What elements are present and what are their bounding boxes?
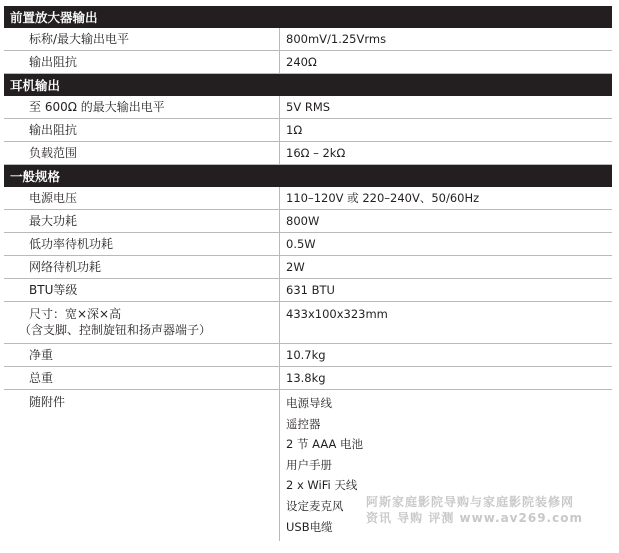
spec-label: 负载范围 <box>4 142 280 164</box>
table-row <box>4 256 612 279</box>
spec-label: BTU等级 <box>4 279 280 301</box>
spec-value: 240Ω <box>286 55 317 69</box>
list-item: 电源导线 <box>286 396 332 410</box>
table-row-dimensions <box>4 302 612 344</box>
spec-table <box>4 6 612 541</box>
table-row <box>4 51 612 74</box>
table-row <box>4 233 612 256</box>
spec-value: 0.5W <box>286 237 316 251</box>
spec-value: 433x100x323mm <box>286 307 388 321</box>
spec-value: 800mV/1.25Vrms <box>286 32 387 46</box>
section-header-preamp: 前置放大器输出 <box>4 6 612 28</box>
spec-label: 电源电压 <box>4 187 280 209</box>
table-row <box>4 279 612 302</box>
table-row <box>4 210 612 233</box>
table-row <box>4 28 612 51</box>
table-row <box>4 96 612 119</box>
spec-value: 5V RMS <box>286 100 331 114</box>
list-item: 2 节 AAA 电池 <box>286 437 364 452</box>
spec-label: 网络待机功耗 <box>4 256 280 278</box>
spec-label: 至 600Ω 的最大输出电平 <box>4 96 280 118</box>
spec-label <box>4 302 280 343</box>
spec-label: 最大功耗 <box>4 210 280 232</box>
watermark-line2: 资讯 导购 评测 www.av269.com <box>366 511 583 525</box>
list-item: 遥控器 <box>286 416 321 431</box>
spec-value: 2W <box>286 260 305 274</box>
watermark-line1: 阿斯家庭影院导购与家庭影院装修网 <box>366 495 575 509</box>
dimensions-label-line2: （含支脚、控制旋钮和扬声器端子） <box>19 323 212 337</box>
section-header-headphone: 耳机输出 <box>4 74 612 96</box>
spec-label: 标称/最大输出电平 <box>4 28 280 50</box>
table-row <box>4 344 612 367</box>
spec-value: 13.8kg <box>286 371 326 385</box>
table-row <box>4 367 612 390</box>
table-row <box>4 119 612 142</box>
table-row <box>4 187 612 210</box>
spec-value: 1Ω <box>286 123 303 137</box>
spec-label: 输出阻抗 <box>4 119 280 141</box>
spec-label: 总重 <box>4 367 280 389</box>
spec-value: 800W <box>286 214 320 228</box>
list-item: 设定麦克风 <box>286 498 344 513</box>
list-item: USB电缆 <box>286 519 333 534</box>
spec-label: 低功率待机功耗 <box>4 233 280 255</box>
spec-value: 631 BTU <box>286 283 335 297</box>
spec-label: 随附件 <box>4 390 280 541</box>
spec-value: 10.7kg <box>286 348 326 362</box>
dimensions-label-line1: 尺寸：宽×深×高 <box>29 307 122 321</box>
watermark <box>366 494 606 526</box>
spec-value: 110–120V 或 220–240V、50/60Hz <box>286 191 480 205</box>
list-item: 用户手册 <box>286 457 332 472</box>
section-header-general: 一般规格 <box>4 165 612 187</box>
list-item: 2 x WiFi 天线 <box>286 478 358 493</box>
spec-value: 16Ω – 2kΩ <box>286 146 346 160</box>
spec-label: 输出阻抗 <box>4 51 280 73</box>
table-row <box>4 142 612 165</box>
spec-label: 净重 <box>4 344 280 366</box>
